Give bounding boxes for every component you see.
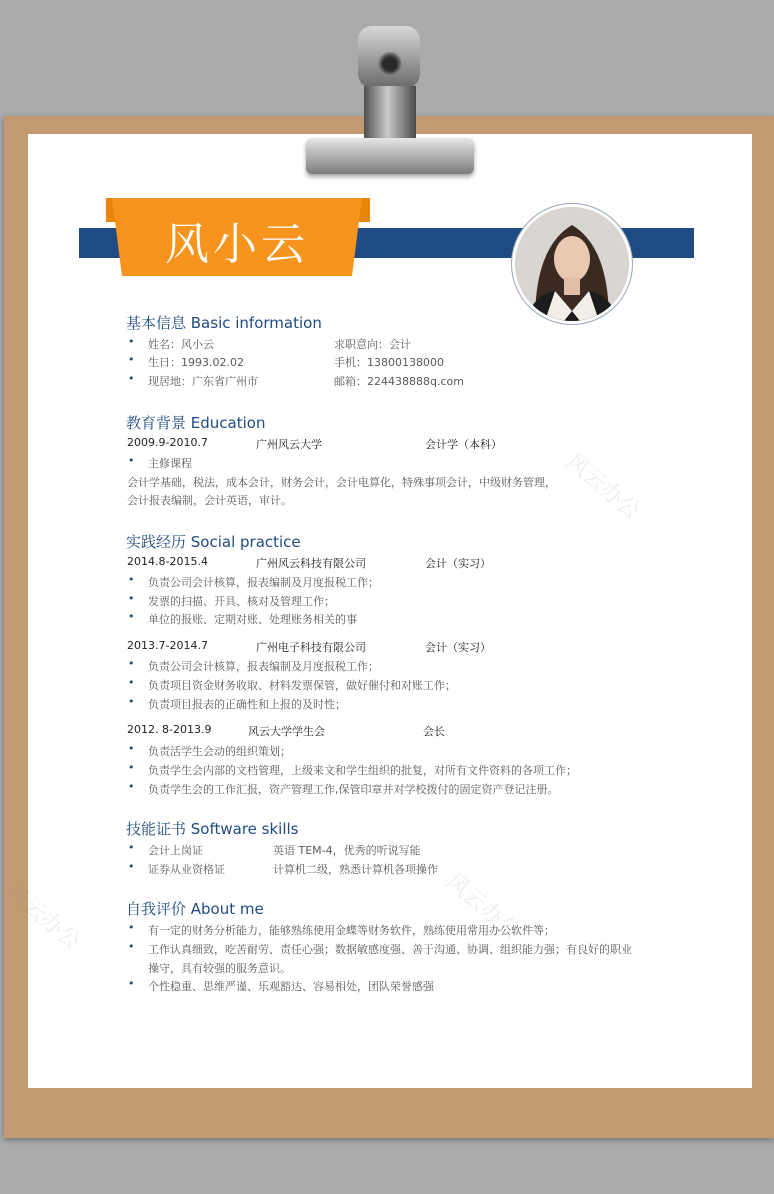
edu-major: 会计学（本科） (425, 438, 502, 451)
bullet-icon: • (128, 761, 135, 774)
watermark: 风云办公 (440, 869, 525, 945)
job-role: 会计（实习） (425, 641, 491, 654)
candidate-name: 风小云 (165, 219, 309, 270)
job-item: 负责学生会内部的文档管理，上级来文和学生组织的批复，对所有文件资料的各项工作； (148, 764, 577, 777)
bullet-icon: • (128, 454, 135, 467)
bullet-icon: • (128, 573, 135, 586)
bullet-icon: • (128, 657, 135, 670)
bullet-icon: • (128, 695, 135, 708)
section-title-education: 教育背景 Education (126, 414, 266, 432)
about-item: 个性稳重、思维严谨、乐观豁达、容易相处，团队荣誉感强 (148, 980, 434, 993)
section-title-practice: 实践经历 Social practice (126, 533, 301, 551)
bullet-icon: • (128, 353, 135, 366)
job-period: 2012. 8-2013.9 (127, 723, 212, 736)
bullet-icon: • (128, 977, 135, 990)
basic-birth: 生日：1993.02.02 (148, 356, 244, 369)
bullet-icon: • (128, 742, 135, 755)
job-item: 负责学生会的工作汇报，资产管理工作,保管印章并对学校拨付的固定资产登记注册。 (148, 783, 559, 796)
section-title-about: 自我评价 About me (126, 900, 264, 918)
edu-courses-line1: 会计学基础，税法，成本会计，财务会计，会计电算化，特殊事项会计，中级财务管理， (127, 476, 556, 489)
edu-courses-line2: 会计报表编制，会计英语，审计。 (127, 494, 292, 507)
bullet-icon: • (128, 372, 135, 385)
basic-name: 姓名：风小云 (148, 338, 214, 351)
job-period: 2014.8-2015.4 (127, 555, 208, 568)
job-org: 广州电子科技有限公司 (256, 641, 366, 654)
job-item: 发票的扫描、开具、核对及管理工作； (148, 595, 335, 608)
basic-intent: 求职意向：会计 (334, 338, 411, 351)
bullet-icon: • (128, 940, 135, 953)
bullet-icon: • (128, 841, 135, 854)
clip-neck (364, 86, 416, 142)
job-role: 会计（实习） (425, 557, 491, 570)
skill-desc: 英语 TEM-4，优秀的听说写能 (273, 844, 421, 857)
bullet-icon: • (128, 335, 135, 348)
edu-courses-label: 主修课程 (148, 457, 192, 470)
section-title-basic: 基本信息 Basic information (126, 314, 322, 332)
profile-photo (512, 204, 632, 324)
job-org: 广州风云科技有限公司 (256, 557, 366, 570)
job-item: 负责公司会计核算，报表编制及月度报税工作； (148, 660, 379, 673)
job-item: 负责项目资金财务收取、材料发票保管，做好催付和对账工作； (148, 679, 456, 692)
bullet-icon: • (128, 676, 135, 689)
bullet-icon: • (128, 860, 135, 873)
job-item: 单位的报账、定期对账、处理账务相关的事 (148, 613, 357, 626)
skill-cert: 会计上岗证 (148, 844, 203, 857)
job-item: 负责项目报表的正确性和上报的及时性； (148, 698, 346, 711)
section-title-skills: 技能证书 Software skills (126, 820, 299, 838)
about-item: 有一定的财务分析能力，能够熟练使用金蝶等财务软件，熟练使用常用办公软件等； (148, 924, 555, 937)
edu-school: 广州风云大学 (256, 438, 322, 451)
clip-hole (378, 52, 402, 76)
basic-phone: 手机：13800138000 (334, 356, 444, 369)
watermark: 风云办公 (0, 879, 85, 955)
about-item: 工作认真细致，吃苦耐劳、责任心强；数据敏感度强、善于沟通、协调、组织能力强；有良好的职业 (148, 943, 632, 956)
job-role: 会长 (423, 725, 445, 738)
job-org: 风云大学学生会 (248, 725, 325, 738)
about-item-cont: 操守，具有较强的服务意识。 (148, 962, 291, 975)
watermark: 风云办公 (560, 449, 645, 525)
bullet-icon: • (128, 921, 135, 934)
skill-desc: 计算机二级，熟悉计算机各项操作 (273, 863, 438, 876)
job-item: 负责活学生会动的组织策划； (148, 745, 291, 758)
basic-location: 现居地：广东省广州市 (148, 375, 258, 388)
job-period: 2013.7-2014.7 (127, 639, 208, 652)
clip-base (306, 138, 474, 174)
basic-email: 邮箱：224438888q.com (334, 375, 464, 388)
bullet-icon: • (128, 780, 135, 793)
bullet-icon: • (128, 592, 135, 605)
job-item: 负责公司会计核算，报表编制及月度报税工作； (148, 576, 379, 589)
bullet-icon: • (128, 610, 135, 623)
edu-period: 2009.9-2010.7 (127, 436, 208, 449)
skill-cert: 证券从业资格证 (148, 863, 225, 876)
